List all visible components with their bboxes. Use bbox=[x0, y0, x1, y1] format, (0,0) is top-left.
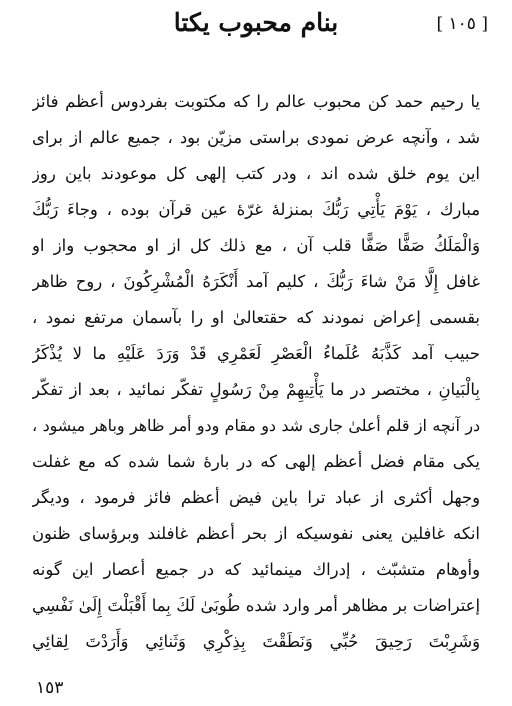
section-number: [ ١٠٥ ] bbox=[436, 14, 488, 34]
text-line: وأوهام متشبّث ، إدراك مينمائيد كه در جميع أعصار اين گونه bbox=[32, 560, 480, 579]
text-line: وَالْمَلَكُ صَفًّا صَفًّا قلب آن ، مع ذلك كل از او محجوب واز او bbox=[32, 236, 480, 255]
text-line: يا رحيم حمد كن محبوب عالم را كه مكتوبت بفردوس أعظم فائز bbox=[32, 92, 480, 111]
text-line: اين يوم خلق شده اند ، ودر كتب إلهى كل موعودند باين روز bbox=[32, 164, 480, 183]
page-header bbox=[24, 6, 488, 46]
text-line: حبيب آمد كَذَّبَهُ عُلَماءُ الْعَصْرِ لَعَمْرِي قَدْ وَرَدَ عَلَيْهِ ما لا يُذْكَرُ bbox=[32, 344, 480, 363]
text-line: غافل إِلَّا مَنْ شاءَ رَبُّكَ ، كليم آمد أَنْكَرَهُ الْمُشْرِكُونَ ، روح ظاهر bbox=[32, 272, 480, 291]
text-line: وَشَرِبْتَ رَحِيقَ حُبِّي وَنَطَقْتَ بِذِكْرِي وَثَنائِي وَأَرَدْتَ لِقائِي bbox=[32, 632, 480, 651]
page-title: بنام محبوب يكتا bbox=[173, 8, 339, 37]
page-number: ١٥٣ bbox=[36, 678, 64, 698]
text-line: بقسمى إعراض نمودند كه حقتعالىٰ او را بآسمان مرتفع نمود ، bbox=[32, 308, 480, 327]
text-line: يكى مقام فضل أعظم إلهى كه در بارهٔ شما شده كه مع غفلت bbox=[32, 452, 480, 471]
body-text bbox=[32, 84, 480, 660]
text-line: در آنچه از قلم أعلىٰ جارى شد دو مقام ودو أمر ظاهر وباهر ميشود ، bbox=[32, 416, 480, 435]
text-line: انكه غافلين يعنى نفوسيكه از بحر أعظم غافلند وبرؤساى ظنون bbox=[32, 524, 480, 543]
text-line: إعتراضات بر مظاهر أمر وارد شده طُوبَىٰ لَكَ بِما أَقْبَلْتَ إِلَىٰ نَفْسِي bbox=[32, 596, 480, 615]
text-line: بِالْبَيانِ ، مختصر در ما يَأْتِيهِمْ مِنْ رَسُولٍ تفكّر نمائيد ، بعد از تفكّر bbox=[32, 380, 480, 399]
text-line: مبارك ، يَوْمَ يَأْتِي رَبُّكَ بمنزلهٔ غرّهٔ عين قرآن بوده ، وجاءَ رَبُّكَ bbox=[32, 200, 480, 219]
text-line: وجهل أكثرى از عباد ترا باين فيض أعظم فائز فرمود ، وديگر bbox=[32, 488, 480, 507]
text-line: شد ، وآنچه عرض نمودى براستى مزيّن بود ، جميع عالم از براى bbox=[32, 128, 480, 147]
